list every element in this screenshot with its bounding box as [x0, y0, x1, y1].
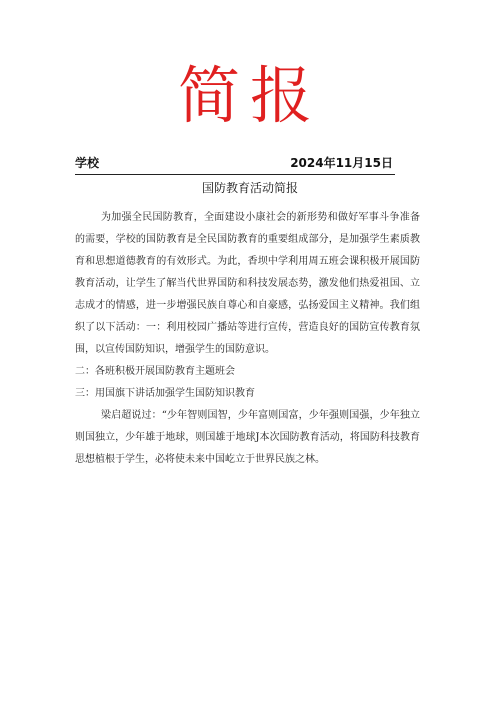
- document-title: 国防教育活动简报: [201, 181, 298, 195]
- masthead-title: 简报: [177, 59, 322, 132]
- body-paragraph-activity-3: 三：用国旗下讲话加强学生国防知识教育: [75, 388, 255, 399]
- document-body: [75, 207, 420, 471]
- header-info-row: [75, 154, 395, 175]
- body-paragraph-intro: 为加强全民国防教育，全面建设小康社会的新形势和做好军事斗争准备的需要，学校的国防教育是全民国防教育的重要组成部分，是加强学生素质教育和思想道德教育的有效形式。为此，香坝中学利用周五班会课积极开展国防教育活动，让学生了解当代世界国防和科技发展态势，激发他们热爱祖国、立志成才的情感，进一步增强民族自尊心和自豪感，弘扬爱国主义精神。我们组织了以下活动：一：利用校园广播站等进行宣传，营造良好的国防宣传教育氛围，以宣传国防知识，增强学生的国防意识。: [75, 212, 420, 355]
- school-label: 学校: [75, 156, 100, 170]
- body-paragraph-closing: 梁启超说过：“少年智则国智，少年富则国富，少年强则国强，少年独立则国独立，少年雄于地球，则国雄于地球J本次国防教育活动，将国防科技教育思想植根于学生，必将使未来中国屹立于世界民族之林。: [75, 410, 420, 465]
- body-paragraph-activity-2: 二：各班积极开展国防教育主题班会: [75, 366, 235, 377]
- report-date: 2024年11月15日: [290, 156, 393, 170]
